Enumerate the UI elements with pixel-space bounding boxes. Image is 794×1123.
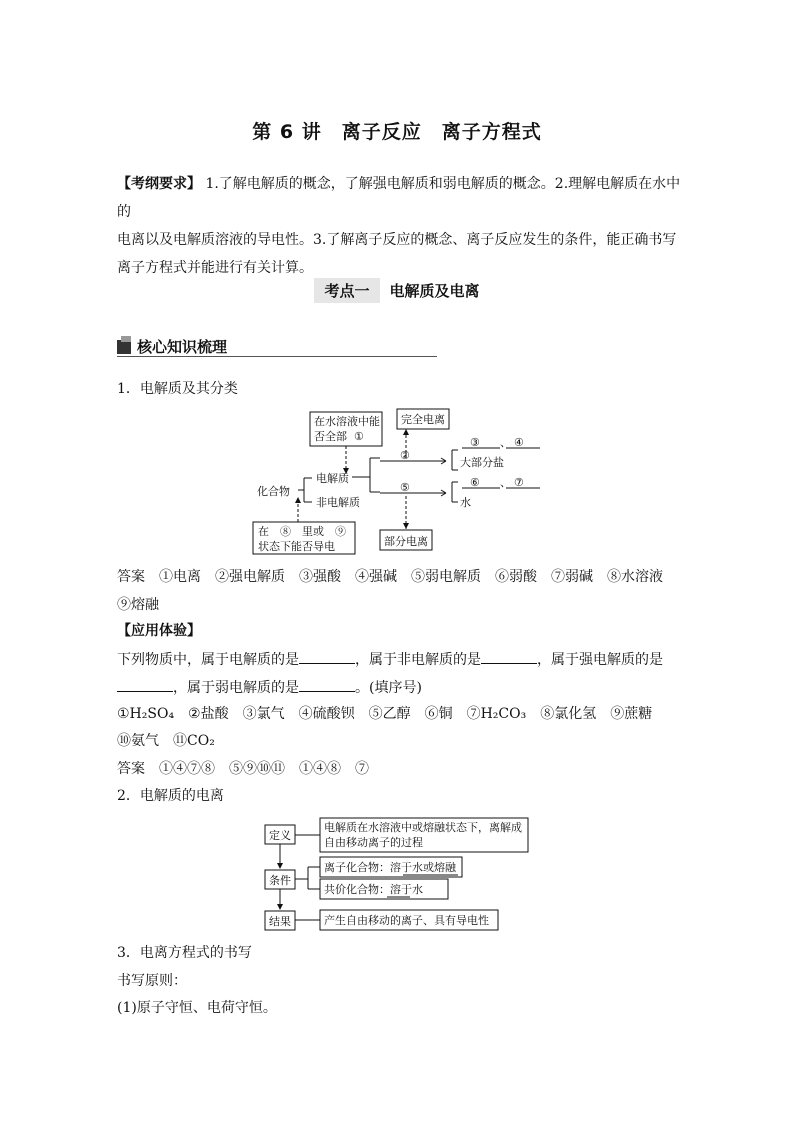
- label-water: 水: [460, 496, 471, 509]
- label-electrolyte: 电解质: [316, 472, 349, 485]
- label-non-electrolyte: 非电解质: [316, 496, 360, 509]
- rule-1: (1)原子守恒、电荷守恒。: [117, 1000, 277, 1016]
- label-compound: 化合物: [257, 485, 290, 498]
- label-box-top-line-2: 否全部: [314, 430, 347, 443]
- item-3-title: 3．电离方程式的书写: [117, 945, 252, 961]
- requirements-line-2: 电离以及电解质溶液的导电性。3.了解离子反应的概念、离子反应发生的条件，能正确书写: [117, 232, 677, 248]
- page-title: 第 6 讲 离子反应 离子方程式: [252, 121, 542, 143]
- label-blank-2: ②: [400, 449, 410, 462]
- label-most-salts: 大部分盐: [460, 456, 504, 469]
- label-ionic-compound-value: 溶于水或熔融: [390, 861, 456, 874]
- label-result: 结果: [269, 915, 291, 928]
- label-covalent-compound-value: 溶于水: [390, 883, 423, 896]
- answer-1-line-2: ⑨熔融: [117, 597, 159, 613]
- core-knowledge-label: 核心知识梳理: [137, 338, 228, 356]
- label-blank-5: ⑤: [400, 481, 410, 494]
- practice-heading: 【应用体验】: [117, 623, 201, 639]
- rules-heading: 书写原则：: [117, 973, 187, 989]
- requirements-line-3: 离子方程式并能进行有关计算。: [117, 260, 313, 276]
- label-blank-4: ④: [514, 436, 524, 449]
- label-box-bottom-line-2: 状态下能否导电: [258, 540, 335, 553]
- practice-question-line-1: 下列物质中，属于电解质的是 ，属于非电解质的是 ，属于强电解质的是: [117, 649, 663, 670]
- item-2-title: 2．电解质的电离: [117, 788, 224, 804]
- answer-blank[interactable]: [299, 677, 355, 692]
- label-blank-1: ①: [354, 430, 364, 443]
- label-partial-ionization: 部分电离: [384, 535, 428, 548]
- practice-answer: 答案 ①④⑦⑧ ⑤⑨⑩⑪ ①④⑧ ⑦: [117, 761, 369, 777]
- label-definition-line-1: 电解质在水溶液中或熔融状态下，离解成: [324, 821, 522, 834]
- answer-blank[interactable]: [299, 649, 355, 664]
- answer-blank[interactable]: [117, 677, 173, 692]
- label-complete-ionization: 完全电离: [401, 413, 445, 426]
- label-separator-1: 、: [500, 436, 511, 449]
- substances-line-2: ⑩氨气 ⑪CO₂: [117, 733, 215, 749]
- label-covalent-compound: 共价化合物：: [324, 883, 390, 896]
- label-ionic-compound: 离子化合物：: [324, 861, 390, 874]
- label-definition: 定义: [269, 829, 291, 842]
- label-separator-2: 、: [500, 476, 511, 489]
- label-blank-6: ⑥: [470, 476, 480, 489]
- practice-question-line-2: ，属于弱电解质的是 。(填序号): [117, 677, 422, 698]
- item-1-title: 1．电解质及其分类: [117, 381, 238, 397]
- label-blank-3: ③: [470, 436, 480, 449]
- label-blank-7: ⑦: [514, 476, 524, 489]
- answer-blank[interactable]: [481, 649, 537, 664]
- requirements-line-1: 1.了解电解质的概念，了解强电解质和弱电解质的概念。2.理解电解质在水中的: [117, 176, 681, 220]
- label-box-top-line-1: 在水溶液中能: [314, 415, 380, 428]
- label-result-text: 产生自由移动的离子、具有导电性: [324, 914, 489, 927]
- requirements-tag: 【考纲要求】: [117, 176, 201, 192]
- section-title: 电解质及电离: [389, 282, 480, 300]
- answer-1-line-1: 答案 ①电离 ②强电解质 ③强酸 ④强碱 ⑤弱电解质 ⑥弱酸 ⑦弱碱 ⑧水溶液: [117, 569, 663, 585]
- label-definition-line-2: 自由移动离子的过程: [324, 836, 423, 849]
- substances-line-1: ①H₂SO₄ ②盐酸 ③氯气 ④硫酸钡 ⑤乙醇 ⑥铜 ⑦H₂CO₃ ⑧氯化氢 ⑨蔗糖: [117, 706, 653, 722]
- label-box-bottom-line-1: 在 ⑧ 里或 ⑨: [258, 525, 346, 538]
- section-number: 考点一: [314, 278, 379, 303]
- label-condition: 条件: [269, 874, 291, 887]
